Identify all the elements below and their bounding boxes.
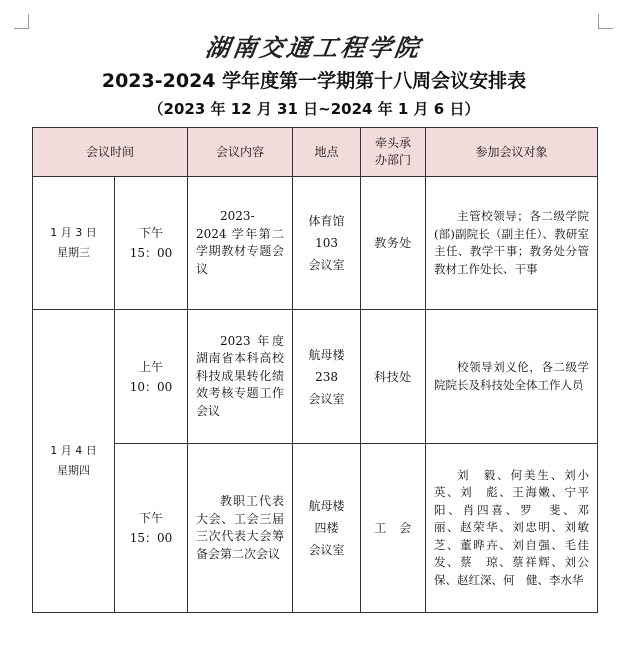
header-content: 会议内容	[188, 128, 293, 177]
table-row	[33, 310, 598, 444]
table-header-row	[33, 128, 598, 177]
college-logo-text: 湖南交通工程学院	[203, 33, 424, 62]
date-cell	[33, 310, 115, 613]
date-cell	[33, 177, 115, 310]
time-cell	[115, 444, 188, 613]
location-line: 会议室	[308, 258, 345, 272]
period-label: 下午	[139, 226, 164, 240]
location-line: 238	[315, 369, 338, 384]
dept-label: 工 会	[374, 521, 412, 535]
table-row	[33, 177, 598, 310]
page-subtitle: （2023 年 12 月 31 日~2024 年 1 月 6 日）	[148, 100, 480, 118]
content-cell	[188, 177, 293, 310]
corner-mark-right	[598, 14, 613, 29]
header-dept	[361, 128, 426, 177]
location-line: 航母楼	[308, 499, 345, 513]
header-location: 地点	[293, 128, 361, 177]
time-cell	[115, 310, 188, 444]
header-attendees: 参加会议对象	[426, 128, 598, 177]
attendees-text: 刘 毅、何美生、刘小英、刘 彪、王海嫩、宁平阳、肖四喜、罗 斐、邓 丽、赵荣华、刘忠明、刘敏芝、董晔卉、刘自强、毛佳发、蔡 琼、蔡祥辉、刘公保、赵红深、何 健、李水华	[434, 467, 601, 587]
weekday-label: 星期三	[57, 246, 90, 259]
header-dept-label: 牵头承办部门	[375, 136, 412, 167]
corner-mark-left	[14, 14, 29, 29]
location-cell	[293, 310, 361, 444]
weekday-label: 星期四	[57, 464, 90, 477]
clock-label: 10：00	[129, 379, 173, 394]
content-cell	[188, 444, 293, 613]
location-cell	[293, 444, 361, 613]
dept-cell	[361, 177, 426, 310]
location-line: 四楼	[314, 521, 339, 535]
meeting-content: 教职工代表大会、工会三届三次代表大会筹备会第二次会议	[196, 494, 285, 561]
dept-cell	[361, 310, 426, 444]
content-cell	[188, 310, 293, 444]
clock-label: 15：00	[129, 531, 173, 545]
period-label: 下午	[139, 511, 164, 525]
header-time: 会议时间	[33, 128, 188, 177]
attendees-cell	[426, 444, 601, 613]
location-line: 103	[315, 236, 338, 250]
attendees-cell	[426, 177, 598, 310]
date-label: 1 月 3 日	[50, 226, 97, 239]
period-label: 上午	[139, 359, 164, 374]
dept-cell	[361, 444, 426, 613]
table-row	[33, 444, 598, 613]
dept-label: 科技处	[374, 369, 412, 384]
date-label: 1 月 4 日	[50, 444, 97, 457]
meeting-schedule-table	[32, 127, 601, 613]
location-line: 体育馆	[308, 214, 345, 228]
attendees-cell	[426, 310, 598, 444]
location-line: 航母楼	[308, 347, 345, 362]
meeting-content: 2023-2024 学年第二学期教材专题会议	[196, 209, 285, 276]
dept-label: 教务处	[374, 236, 412, 250]
page-title: 2023-2024 学年度第一学期第十八周会议安排表	[101, 70, 527, 92]
time-cell	[115, 177, 188, 310]
location-line: 会议室	[308, 391, 345, 406]
location-line: 会议室	[308, 543, 345, 557]
attendees-text: 校领导刘义伦，各二级学院院长及科技处全体工作人员	[434, 360, 590, 392]
clock-label: 15：00	[129, 246, 173, 260]
attendees-text: 主管校领导；各二级学院(部)副院长（副主任）、教研室主任、教学干事；教务处分管教材工作处长、干事	[434, 209, 590, 276]
meeting-content: 2023 年度湖南省本科高校科技成果转化绩效考核专题工作会议	[196, 333, 285, 418]
location-cell	[293, 177, 361, 310]
